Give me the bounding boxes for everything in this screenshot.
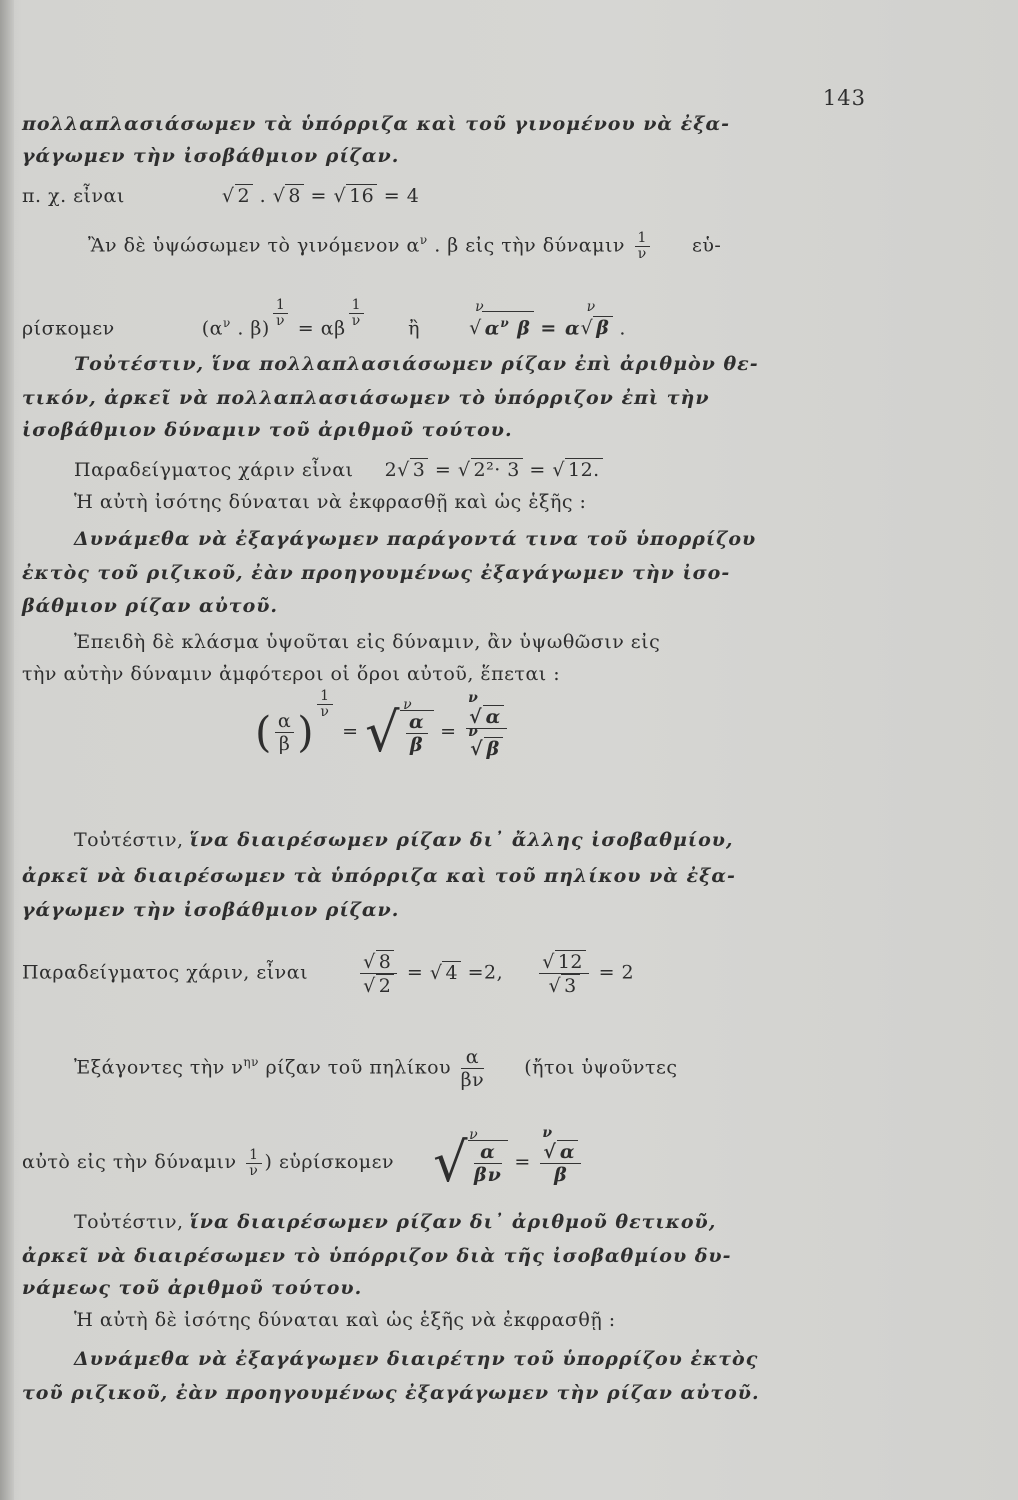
text-line-1: πολλαπλασιάσωμεν τὰ ὑπόρριζα καὶ τοῦ γινομένου νὰ ἐξα- [22, 113, 730, 135]
text: ρίζαν τοῦ πηλίκου [265, 1056, 452, 1079]
ordinal-sup: ην [243, 1055, 259, 1070]
equals: = [440, 720, 457, 743]
root-index: ν [468, 690, 479, 706]
root-index: ν [403, 696, 413, 713]
numerator: α [461, 1046, 485, 1069]
radicand-2: 2 [235, 184, 254, 207]
fraction-of-roots [466, 690, 507, 760]
result: = 4 [383, 185, 420, 207]
sqrt-sign: √ [365, 700, 400, 764]
text-line-27: τοῦ ριζικοῦ, ἐὰν προηγουμένως ἐξαγάγωμεν τὴν ρίζαν αὐτοῦ. [22, 1382, 760, 1404]
text: . β εἰς τὴν δύναμιν [434, 234, 625, 257]
fraction-sqrt8-sqrt2 [360, 950, 397, 997]
radicand: α [483, 705, 505, 728]
root-index: ν [586, 299, 596, 316]
radicand-16: 16 [346, 184, 377, 207]
radicand: α [484, 317, 501, 340]
radicand: β [484, 737, 504, 760]
binding-edge [0, 0, 14, 1500]
radicand-8: 8 [285, 184, 304, 207]
equals: = [406, 961, 424, 984]
denominator: β [278, 733, 291, 755]
root-index: ν [475, 299, 485, 316]
text-line-26: Δυνάμεθα νὰ ἐξαγάγωμεν διαιρέτην τοῦ ὑπορρίζου ἐκτὸς [74, 1348, 759, 1370]
numerator: 1 [246, 1148, 261, 1164]
example-line-2 [74, 456, 603, 484]
sqrt-sign [363, 951, 376, 973]
text: Παραδείγματος χάριν, εἶναι [22, 961, 309, 984]
example-line-3 [22, 950, 634, 997]
text: ἵνα διαιρέσωμεν ρίζαν δι᾿ ἀριθμοῦ θετικοῦ, [189, 1211, 717, 1233]
equals: = [434, 459, 452, 481]
root-index: ν [542, 1125, 554, 1141]
radicand: 3 [410, 458, 429, 481]
sqrt-sign [542, 951, 555, 973]
numerator: 1 [317, 689, 332, 705]
text-line-2: γάγωμεν τὴν ἰσοβάθμιον ρίζαν. [22, 145, 400, 167]
sup-nu: ν [419, 233, 428, 247]
example-label: π. χ. εἶναι [22, 185, 125, 207]
text-line-20 [74, 1046, 677, 1091]
sqrt-sign [222, 185, 235, 207]
denominator: ν [637, 245, 647, 262]
text-line-15: τὴν αὐτὴν δύναμιν ἀμφότεροι οἱ ὅροι αὐτοῦ, ἕπεται : [22, 663, 561, 685]
sqrt-sign [333, 185, 346, 207]
text: Ἐξάγοντες τὴν ν [74, 1056, 244, 1079]
text-line-4 [88, 226, 721, 262]
radicand: β [509, 317, 531, 340]
radicand: 3 [561, 974, 580, 997]
text: αὐτὸ εἰς τὴν δύναμιν [22, 1151, 237, 1173]
text: Ἂν δὲ ὑψώσωμεν τὸ γινόμενον α [88, 234, 420, 257]
nth-root-fraction [365, 696, 434, 764]
paren-close: ) [297, 707, 315, 757]
radicand: 8 [376, 950, 395, 973]
denominator: ν [351, 313, 361, 329]
numerator: α [474, 1141, 502, 1164]
numerator: α [406, 711, 428, 734]
period: . [619, 317, 626, 340]
sqrt-sign [430, 962, 443, 984]
text-line-18: γάγωμεν τὴν ἰσοβάθμιον ρίζαν. [22, 899, 400, 921]
text-line-12: ἐκτὸς τοῦ ριζικοῦ, ἐὰν προηγουμένως ἐξαγάγωμεν τὴν ἰσο- [22, 562, 731, 584]
text-line-23: ἀρκεῖ νὰ διαιρέσωμεν τὸ ὑπόρριζον διὰ τῆς ἰσοβαθμίου δυ- [22, 1245, 732, 1267]
nth-root-2 [581, 299, 613, 340]
numerator: 1 [635, 231, 650, 247]
formula-line-2 [255, 688, 510, 815]
radicand: 2²· 3 [471, 458, 523, 481]
numerator: 1 [273, 298, 288, 314]
text: Τοὐτέστιν, [74, 829, 184, 851]
denominator: ν [249, 1162, 259, 1179]
text: (ἤτοι ὑψοῦντες [524, 1056, 678, 1079]
denominator: β [409, 733, 424, 756]
formula-line-3 [22, 1125, 584, 1194]
result: =2, [467, 961, 504, 984]
sqrt-sign [543, 1141, 557, 1163]
fraction-one-over-nu [246, 1148, 261, 1179]
root-index: ν [468, 724, 479, 740]
root-index: ν [469, 1127, 479, 1143]
denominator: β [554, 1164, 568, 1186]
text: ) εὑρίσκομεν [264, 1151, 395, 1173]
example-line-1 [22, 182, 419, 210]
radicand: 2 [376, 974, 395, 997]
text: ρίσκομεν [22, 317, 115, 340]
sqrt-sign [458, 459, 471, 481]
formula-part: (α [201, 317, 223, 340]
page-number: 143 [822, 86, 866, 110]
equals: = [514, 1151, 531, 1173]
formula-part: = αβ [297, 317, 346, 340]
text-line-16 [74, 826, 734, 854]
fraction-alpha-beta [275, 710, 294, 755]
text-line-6 [74, 350, 759, 378]
denominator: βν [460, 1069, 485, 1091]
sqrt-sign [363, 975, 376, 997]
exp-fraction [346, 297, 367, 329]
radicand: 12 [555, 950, 586, 973]
fraction-sqrt12-sqrt3 [539, 950, 589, 997]
or-word: ἢ [408, 317, 420, 340]
text-line-17: ἀρκεῖ νὰ διαιρέσωμεν τὰ ὑπόρριζα καὶ τοῦ πηλίκου νὰ ἐξα- [22, 865, 736, 887]
denominator: βν [474, 1164, 502, 1186]
formula-line-1 [22, 297, 626, 342]
fraction-alpha-beta-nu [461, 1046, 485, 1091]
text-line-22 [74, 1208, 716, 1236]
text-line-14: Ἐπειδὴ δὲ κλάσμα ὑψοῦται εἰς δύναμιν, ἂν ὑψωθῶσιν εἰς [74, 631, 661, 653]
numerator: 1 [349, 298, 364, 314]
radicand: 12. [565, 458, 603, 481]
result: = 2 [598, 961, 635, 984]
denominator: ν [320, 704, 330, 721]
text: ἵνα διαιρέσωμεν ρίζαν δι᾿ ἄλλης ἰσοβαθμίου, [189, 829, 734, 851]
exp-fraction [314, 688, 335, 721]
sqrt-sign [273, 185, 286, 207]
formula-part: . β) [237, 317, 270, 340]
text: Τοὐτέστιν, [74, 1211, 184, 1233]
text-line-11: Δυνάμεθα νὰ ἐξαγάγωμεν παράγοντά τινα τοῦ ὑπορρίζου [74, 528, 757, 550]
text-line-10: Ἡ αὐτὴ ἰσότης δύναται νὰ ἐκφρασθῇ καὶ ὡς ἑξῆς : [74, 491, 587, 513]
sqrt-sign [549, 975, 562, 997]
text-line-24: νάμεως τοῦ ἀριθμοῦ τούτου. [22, 1277, 363, 1299]
text-line-13: βάθμιον ρίζαν αὐτοῦ. [22, 595, 279, 617]
sup-nu: ν [223, 316, 231, 330]
paren-open: ( [255, 707, 272, 757]
sqrt-sign: √ [433, 1131, 469, 1194]
formula-part: = α [540, 317, 581, 340]
text: Τοὐτέστιν, ἵνα πολλαπλασιάσωμεν ρίζαν ἐπὶ ἀριθμὸν θε- [74, 353, 759, 375]
dot: . [259, 185, 267, 207]
text-line-7: τικόν, ἀρκεῖ νὰ πολλαπλασιάσωμεν τὸ ὑπόρριζον ἐπὶ τὴν [22, 387, 710, 409]
numerator: α [275, 710, 294, 733]
sqrt-sign [397, 459, 410, 481]
radicand: α [557, 1140, 579, 1163]
sqrt-sign [552, 459, 565, 481]
radicand: 4 [442, 961, 461, 984]
sup-nu: ν [500, 316, 510, 330]
text-line-25: Ἡ αὐτὴ δὲ ἰσότης δύναται καὶ ὡς ἑξῆς νὰ ἐκφρασθῇ : [74, 1309, 616, 1331]
text: Παραδείγματος χάριν εἶναι [74, 459, 354, 481]
coefficient: 2 [384, 459, 398, 481]
exp-fraction [270, 297, 291, 329]
nth-root-1 [469, 299, 534, 340]
text: εὑ- [692, 234, 722, 257]
equals: = [310, 185, 327, 207]
denominator: ν [276, 313, 286, 329]
fraction-one-over-nu [635, 231, 650, 262]
text-line-8: ἰσοβάθμιον δύναμιν τοῦ ἀριθμοῦ τούτου. [22, 419, 513, 441]
radicand: β [593, 316, 613, 339]
equals: = [342, 720, 359, 743]
fraction-root-alpha-over-beta [540, 1125, 581, 1186]
equals: = [529, 459, 546, 481]
